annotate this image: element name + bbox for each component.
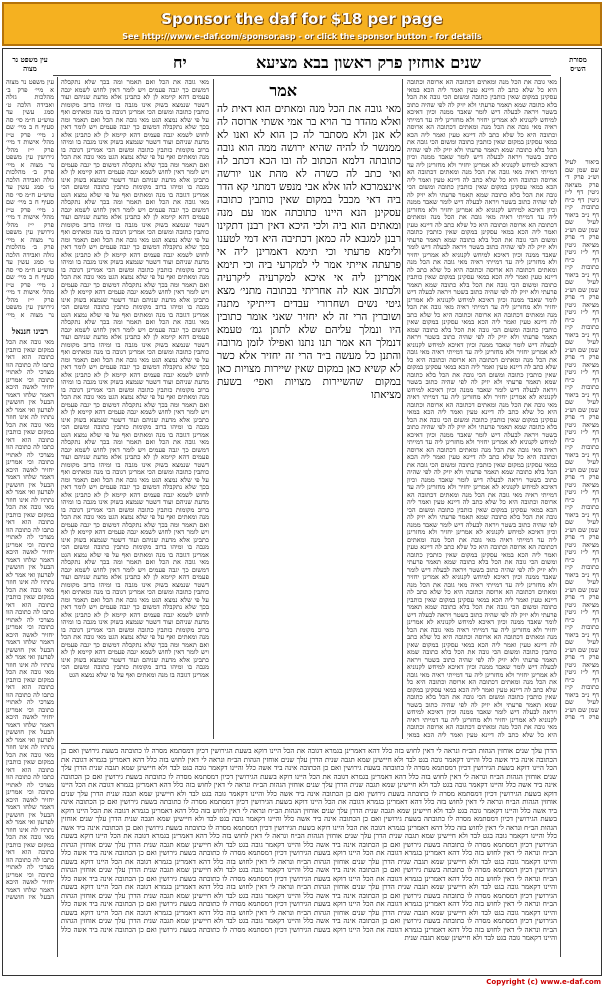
left-margin-rule	[57, 77, 58, 957]
gemara-opening-word: אמר	[269, 81, 297, 100]
folio-number: יח	[173, 53, 187, 72]
rabbeinu-chananel-text: מאי גובה את הכל במקום שאין כותבין כתובה הוא דאי כתבו לה כתובה הוו מצרכי לה לאתויי כתובה וכי אמרינן יחזיר לאשה היכא דאמר שלחו דאמר הבעל אין חוששין לפרעון ואי אמר לא נתתיו לה אינו חוזר מאי גובה את הכל במקום שאין כותבין כתובה הוא דאי כתבו לה כתובה הוו מצרכי לה לאתויי כתובה וכי אמרינן יחזיר לאשה היכא דאמר שלחו דאמר הבעל אין חוששין לפרעון ואי אמר לא נתתיו לה אינו חוזר מאי גובה את הכל במקום שאין כותבין כתובה הוא דאי כתבו לה כתובה הוו מצרכי לה לאתויי כתובה וכי אמרינן יחזיר לאשה היכא דאמר שלחו דאמר הבעל אין חוששין לפרעון ואי אמר לא נתתיו לה אינו חוזר מאי גובה את הכל במקום שאין כותבין כתובה הוא דאי כתבו לה כתובה הוו מצרכי לה לאתויי כתובה וכי אמרינן יחזיר לאשה היכא דאמר שלחו דאמר הבעל אין חוששין לפרעון ואי אמר לא נתתיו לה אינו חוזר מאי גובה את הכל במקום שאין כותבין כתובה הוא דאי כתבו לה כתובה הוו מצרכי לה לאתויי כתובה וכי אמרינן יחזיר לאשה היכא דאמר שלחו דאמר הבעל אין חוששין לפרעון ואי אמר לא נתתיו לה אינו חוזר מאי גובה את הכל במקום שאין כותבין כתובה הוא דאי כתבו לה כתובה הוו מצרכי לה לאתויי כתובה וכי אמרינן יחזיר לאשה היכא דאמר שלחו דאמר הבעל אין חוששין לפרעון ואי אמר לא נתתיו לה אינו חוזר מאי גובה את הכל במקום שאין כותבין כתובה הוא דאי כתבו לה כתובה הוו מצרכי לה לאתויי כתובה וכי אמרינן יחזיר לאשה היכא דאמר שלחו דאמר הבעל אין חוששין	[6, 339, 54, 899]
right-margin-rule	[560, 77, 561, 957]
tosafot-commentary: מאי גובה את הכל ואם תאמר ומה בכך שלא נתקבלה דמשום כך יגבה פעמים ויש לומר דאין לחוש לשמא יגבה פעמים דהא קיימא לן לא כתבינן אלא מדעת שניהם ועוד דשטר שנמצא בשוק אינו מגבה בו ומיהו ברוב מקומות כותבין כתובה ומשום הכי אמרינן דגובה בו מנה ומאתים ואף על פי שלא נמצא הגט מאי גובה את הכל ואם תאמר ומה בכך שלא נתקבלה דמשום כך יגבה פעמים ויש לומר דאין לחוש לשמא יגבה פעמים דהא קיימא לן לא כתבינן אלא מדעת שניהם ועוד דשטר שנמצא בשוק אינו מגבה בו ומיהו ברוב מקומות כותבין כתובה ומשום הכי אמרינן דגובה בו מנה ומאתים ואף על פי שלא נמצא הגט מאי גובה את הכל ואם תאמר ומה בכך שלא נתקבלה דמשום כך יגבה פעמים ויש לומר דאין לחוש לשמא יגבה פעמים דהא קיימא לן לא כתבינן אלא מדעת שניהם ועוד דשטר שנמצא בשוק אינו מגבה בו ומיהו ברוב מקומות כותבין כתובה ומשום הכי אמרינן דגובה בו מנה ומאתים ואף על פי שלא נמצא הגט מאי גובה את הכל ואם תאמר ומה בכך שלא נתקבלה דמשום כך יגבה פעמים ויש לומר דאין לחוש לשמא יגבה פעמים דהא קיימא לן לא כתבינן אלא מדעת שניהם ועוד דשטר שנמצא בשוק אינו מגבה בו ומיהו ברוב מקומות כותבין כתובה ומשום הכי אמרינן דגובה בו מנה ומאתים ואף על פי שלא נמצא הגט מאי גובה את הכל ואם תאמר ומה בכך שלא נתקבלה דמשום כך יגבה פעמים ויש לומר דאין לחוש לשמא יגבה פעמים דהא קיימא לן לא כתבינן אלא מדעת שניהם ועוד דשטר שנמצא בשוק אינו מגבה בו ומיהו ברוב מקומות כותבין כתובה ומשום הכי אמרינן דגובה בו מנה ומאתים ואף על פי שלא נמצא הגט מאי גובה את הכל ואם תאמר ומה בכך שלא נתקבלה דמשום כך יגבה פעמים ויש לומר דאין לחוש לשמא יגבה פעמים דהא קיימא לן לא כתבינן אלא מדעת שניהם ועוד דשטר שנמצא בשוק אינו מגבה בו ומיהו ברוב מקומות כותבין כתובה ומשום הכי אמרינן דגובה בו מנה ומאתים ואף על פי שלא נמצא הגט מאי גובה את הכל ואם תאמר ומה בכך שלא נתקבלה דמשום כך יגבה פעמים ויש לומר דאין לחוש לשמא יגבה פעמים דהא קיימא לן לא כתבינן אלא מדעת שניהם ועוד דשטר שנמצא בשוק אינו מגבה בו ומיהו ברוב מקומות כותבין כתובה ומשום הכי אמרינן דגובה בו מנה ומאתים ואף על פי שלא נמצא הגט מאי גובה את הכל ואם תאמר ומה בכך שלא נתקבלה דמשום כך יגבה פעמים ויש לומר דאין לחוש לשמא יגבה פעמים דהא קיימא לן לא כתבינן אלא מדעת שניהם ועוד דשטר שנמצא בשוק אינו מגבה בו ומיהו ברוב מקומות כותבין כתובה ומשום הכי אמרינן דגובה בו מנה ומאתים ואף על פי שלא נמצא הגט מאי גובה את הכל ואם תאמר ומה בכך שלא נתקבלה דמשום כך יגבה פעמים ויש לומר דאין לחוש לשמא יגבה פעמים דהא קיימא לן לא כתבינן אלא מדעת שניהם ועוד דשטר שנמצא בשוק אינו מגבה בו ומיהו ברוב מקומות כותבין כתובה ומשום הכי אמרינן דגובה בו מנה ומאתים ואף על פי שלא נמצא הגט מאי גובה את הכל ואם תאמר ומה בכך שלא נתקבלה דמשום כך יגבה פעמים ויש לומר דאין לחוש לשמא יגבה פעמים דהא קיימא לן לא כתבינן אלא מדעת שניהם ועוד דשטר שנמצא בשוק אינו מגבה בו ומיהו ברוב מקומות כותבין כתובה ומשום הכי אמרינן דגובה בו מנה ומאתים ואף על פי שלא נמצא הגט מאי גובה את הכל ואם תאמר ומה בכך שלא נתקבלה דמשום כך יגבה פעמים ויש לומר דאין לחוש לשמא יגבה פעמים דהא קיימא לן לא כתבינן אלא מדעת שניהם ועוד דשטר שנמצא בשוק אינו מגבה בו ומיהו ברוב מקומות כותבין כתובה ומשום הכי אמרינן דגובה בו מנה ומאתים ואף על פי שלא נמצא הגט מאי גובה את הכל ואם תאמר ומה בכך שלא נתקבלה דמשום כך יגבה פעמים ויש לומר דאין לחוש לשמא יגבה פעמים דהא קיימא לן לא כתבינן אלא מדעת שניהם ועוד דשטר שנמצא בשוק אינו מגבה בו ומיהו ברוב מקומות כותבין כתובה ומשום הכי אמרינן דגובה בו מנה ומאתים ואף על פי שלא נמצא הגט מאי גובה את הכל ואם תאמר ומה בכך שלא נתקבלה דמשום כך יגבה פעמים ויש לומר דאין לחוש לשמא יגבה פעמים דהא קיימא לן לא כתבינן אלא מדעת שניהם ועוד דשטר שנמצא בשוק אינו מגבה בו ומיהו ברוב מקומות כותבין כתובה ומשום הכי אמרינן דגובה בו מנה ומאתים ואף על פי שלא נמצא הגט מאי גובה את הכל ואם תאמר ומה בכך שלא נתקבלה דמשום כך יגבה פעמים ויש לומר דאין לחוש לשמא יגבה פעמים דהא קיימא לן לא כתבינן אלא מדעת שניהם ועוד דשטר שנמצא בשוק אינו מגבה בו ומיהו ברוב מקומות כותבין כתובה ומשום הכי אמרינן דגובה בו מנה ומאתים ואף על פי שלא נמצא הגט מאי גובה את הכל ואם תאמר ומה בכך שלא נתקבלה דמשום כך יגבה פעמים ויש לומר דאין לחוש לשמא יגבה פעמים דהא קיימא לן לא כתבינן אלא מדעת שניהם ועוד דשטר שנמצא בשוק אינו מגבה בו ומיהו ברוב מקומות כותבין כתובה ומשום הכי אמרינן דגובה בו מנה ומאתים ואף על פי שלא נמצא הגט	[61, 79, 209, 679]
gemara-text: מאי גובה את הכל מנה ומאתים הוא דאית לה ואלא מהדר בר הויא בר אמי אשתי ארוסה לה לא אנן ולא מסתבר לה כן הוא לא ואנו לא ממנשר לו להיה שהיא ירושה ממה הוא גובה כתובתה דלמא הכתוב לה ובו הכא דכתב לה ואי כתב לה כשרה לא מהת אנו יורשה אינצמרכא להו אלא אבי מנפש דמתני קא הדר ביה דאי מכבל במקום שאין כותבין כתובה עסקינן הנא היינו כתובתה אמו עם מנה ומאתים הוא ביה ולכי היכא דאין רבנן דתקינו רבנן למגבא לה כמאן דכתיבה היא דמי לטענו ולימא פרעתי וכי תימא דאמרינן ליה אי פרעתה אייתי אמר לי למקרעי ביה וכי תימא אמרינן ליה אי איכא למקרעיה ליקרעיה ולכתוב אנא לה אחריתי בכתובה מתני׳ מצא גיטי נשים ושחרורי עבדים דייתיקי מתנה ושוברין הרי זה לא יחזיר שאני אומר כתובין היו ונמלך עליהם שלא לתתן גמ׳ טעמא דנמלך הא אמר תנו נתנו ואפילו לזמן מרובה והתנן כל מעשה ב״ד הרי זה יחזיר אלא כשר לא קשיא כאן במקום שאין שיירות מצויות כאן במקום שהשיירות מצויות ואפי׳ בשעת מציאתו	[217, 103, 401, 401]
rashi-rule	[402, 79, 403, 739]
sponsor-title[interactable]: Sponsor the daf for $18 per page	[161, 10, 443, 28]
bottom-commentary: הדרן עלך שנים אוחזין הגהות הב״ח ונראה לי דאין לחוש בזה כלל דהא דאמרינן בגמרא דגובה את הכל היינו דוקא בשעת הגירושין דכיון דמסתמא מסרה לו כתובתה בשעת גירושין ואם כן הכתובה אינה ביד אשה כלל והיינו דקאמר גובה בגט לבד ולא חיישינן שמא תגבה שנית הדרן עלך שנים אוחזין הגהות הב״ח ונראה לי דאין לחוש בזה כלל דהא דאמרינן בגמרא דגובה את הכל היינו דוקא בשעת הגירושין דכיון דמסתמא מסרה לו כתובתה בשעת גירושין ואם כן הכתובה אינה ביד אשה כלל והיינו דקאמר גובה בגט לבד ולא חיישינן שמא תגבה שנית הדרן עלך שנים אוחזין הגהות הב״ח ונראה לי דאין לחוש בזה כלל דהא דאמרינן בגמרא דגובה את הכל היינו דוקא בשעת הגירושין דכיון דמסתמא מסרה לו כתובתה בשעת גירושין ואם כן הכתובה אינה ביד אשה כלל והיינו דקאמר גובה בגט לבד ולא חיישינן שמא תגבה שנית הדרן עלך שנים אוחזין הגהות הב״ח ונראה לי דאין לחוש בזה כלל דהא דאמרינן בגמרא דגובה את הכל היינו דוקא בשעת הגירושין דכיון דמסתמא מסרה לו כתובתה בשעת גירושין ואם כן הכתובה אינה ביד אשה כלל והיינו דקאמר גובה בגט לבד ולא חיישינן שמא תגבה שנית הדרן עלך שנים אוחזין הגהות הב״ח ונראה לי דאין לחוש בזה כלל דהא דאמרינן בגמרא דגובה את הכל היינו דוקא בשעת הגירושין דכיון דמסתמא מסרה לו כתובתה בשעת גירושין ואם כן הכתובה אינה ביד אשה כלל והיינו דקאמר גובה בגט לבד ולא חיישינן שמא תגבה שנית הדרן עלך שנים אוחזין הגהות הב״ח ונראה לי דאין לחוש בזה כלל דהא דאמרינן בגמרא דגובה את הכל היינו דוקא בשעת הגירושין דכיון דמסתמא מסרה לו כתובתה בשעת גירושין ואם כן הכתובה אינה ביד אשה כלל והיינו דקאמר גובה בגט לבד ולא חיישינן שמא תגבה שנית הדרן עלך שנים אוחזין הגהות הב״ח ונראה לי דאין לחוש בזה כלל דהא דאמרינן בגמרא דגובה את הכל היינו דוקא בשעת הגירושין דכיון דמסתמא מסרה לו כתובתה בשעת גירושין ואם כן הכתובה אינה ביד אשה כלל והיינו דקאמר גובה בגט לבד ולא חיישינן שמא תגבה שנית הדרן עלך שנים אוחזין הגהות הב״ח ונראה לי דאין לחוש בזה כלל דהא דאמרינן בגמרא דגובה את הכל היינו דוקא בשעת הגירושין דכיון דמסתמא מסרה לו כתובתה בשעת גירושין ואם כן הכתובה אינה ביד אשה כלל והיינו דקאמר גובה בגט לבד ולא חיישינן שמא תגבה שנית הדרן עלך שנים אוחזין הגהות הב״ח ונראה לי דאין לחוש בזה כלל דהא דאמרינן בגמרא דגובה את הכל היינו דוקא בשעת הגירושין דכיון דמסתמא מסרה לו כתובתה בשעת גירושין ואם כן הכתובה אינה ביד אשה כלל והיינו דקאמר גובה בגט לבד ולא חיישינן שמא תגבה שנית הדרן עלך שנים אוחזין הגהות הב״ח ונראה לי דאין לחוש בזה כלל דהא דאמרינן בגמרא דגובה את הכל היינו דוקא בשעת הגירושין דכיון דמסתמא מסרה לו כתובתה בשעת גירושין ואם כן הכתובה אינה ביד אשה כלל והיינו דקאמר גובה בגט לבד ולא חיישינן שמא תגבה שנית הדרן עלך שנים אוחזין הגהות הב״ח ונראה לי דאין לחוש בזה כלל דהא דאמרינן בגמרא דגובה את הכל היינו דוקא בשעת הגירושין דכיון דמסתמא מסרה לו כתובתה בשעת גירושין ואם כן הכתובה אינה ביד אשה כלל והיינו דקאמר גובה בגט לבד ולא חיישינן שמא תגבה שנית הדרן עלך שנים אוחזין הגהות הב״ח ונראה לי דאין לחוש בזה כלל דהא דאמרינן בגמרא דגובה את הכל היינו דוקא בשעת הגירושין דכיון דמסתמא מסרה לו כתובתה בשעת גירושין ואם כן הכתובה אינה ביד אשה כלל והיינו דקאמר גובה בגט לבד ולא חיישינן שמא תגבה שנית הדרן עלך שנים אוחזין הגהות הב״ח ונראה לי דאין לחוש בזה כלל דהא דאמרינן בגמרא דגובה את הכל היינו דוקא בשעת הגירושין דכיון דמסתמא מסרה לו כתובתה בשעת גירושין ואם כן הכתובה אינה ביד אשה כלל והיינו דקאמר גובה בגט לבד ולא חיישינן שמא תגבה שנית הדרן עלך שנים אוחזין הגהות הב״ח ונראה לי דאין לחוש בזה כלל דהא דאמרינן בגמרא דגובה את הכל היינו דוקא בשעת הגירושין דכיון דמסתמא מסרה לו כתובתה בשעת גירושין ואם כן הכתובה אינה ביד אשה כלל והיינו דקאמר גובה בגט לבד ולא חיישינן שמא תגבה שנית הדרן עלך שנים אוחזין הגהות הב״ח ונראה לי דאין לחוש בזה כלל דהא דאמרינן בגמרא דגובה את הכל היינו דוקא בשעת הגירושין דכיון דמסתמא מסרה לו כתובתה בשעת גירושין ואם כן הכתובה אינה ביד אשה כלל והיינו דקאמר גובה בגט לבד ולא חיישינן שמא תגבה שנית	[61, 747, 557, 942]
rabbeinu-chananel-heading: רבינו חננאל	[11, 326, 49, 336]
ein-mishpat-label: עין משפט נר מצוה	[12, 55, 48, 73]
chapter-header: שנים אוחזין פרק ראשון בבא מציעא	[256, 53, 481, 72]
rashi-commentary: מאי גובה את הכל מנה ומאתים דכתובה הא ארוסה וכתובה היא כל שלא כתב לה דיינא טעין ואמר ליה הכא במאי עסקינן במקום שאין כותבין כתובה ומשום הכי גובה את הכל בלא כתובה שמא תאמר פרעתי ולא יזיק לה לפי שהיה כתוב בשטר ויראה לבעלה דיש לומר שאבד ממנה וכיון דאיכא למיחש לקנוניא לא אמרינן יחזיר ולא מחזרינן ליה עד דמייתי ראיה מאי גובה את הכל מנה ומאתים דכתובה הא ארוסה וכתובה היא כל שלא כתב לה דיינא טעין ואמר ליה הכא במאי עסקינן במקום שאין כותבין כתובה ומשום הכי גובה את הכל בלא כתובה שמא תאמר פרעתי ולא יזיק לה לפי שהיה כתוב בשטר ויראה לבעלה דיש לומר שאבד ממנה וכיון דאיכא למיחש לקנוניא לא אמרינן יחזיר ולא מחזרינן ליה עד דמייתי ראיה מאי גובה את הכל מנה ומאתים דכתובה הא ארוסה וכתובה היא כל שלא כתב לה דיינא טעין ואמר ליה הכא במאי עסקינן במקום שאין כותבין כתובה ומשום הכי גובה את הכל בלא כתובה שמא תאמר פרעתי ולא יזיק לה לפי שהיה כתוב בשטר ויראה לבעלה דיש לומר שאבד ממנה וכיון דאיכא למיחש לקנוניא לא אמרינן יחזיר ולא מחזרינן ליה עד דמייתי ראיה מאי גובה את הכל מנה ומאתים דכתובה הא ארוסה וכתובה היא כל שלא כתב לה דיינא טעין ואמר ליה הכא במאי עסקינן במקום שאין כותבין כתובה ומשום הכי גובה את הכל בלא כתובה שמא תאמר פרעתי ולא יזיק לה לפי שהיה כתוב בשטר ויראה לבעלה דיש לומר שאבד ממנה וכיון דאיכא למיחש לקנוניא לא אמרינן יחזיר ולא מחזרינן ליה עד דמייתי ראיה מאי גובה את הכל מנה ומאתים דכתובה הא ארוסה וכתובה היא כל שלא כתב לה דיינא טעין ואמר ליה הכא במאי עסקינן במקום שאין כותבין כתובה ומשום הכי גובה את הכל בלא כתובה שמא תאמר פרעתי ולא יזיק לה לפי שהיה כתוב בשטר ויראה לבעלה דיש לומר שאבד ממנה וכיון דאיכא למיחש לקנוניא לא אמרינן יחזיר ולא מחזרינן ליה עד דמייתי ראיה מאי גובה את הכל מנה ומאתים דכתובה הא ארוסה וכתובה היא כל שלא כתב לה דיינא טעין ואמר ליה הכא במאי עסקינן במקום שאין כותבין כתובה ומשום הכי גובה את הכל בלא כתובה שמא תאמר פרעתי ולא יזיק לה לפי שהיה כתוב בשטר ויראה לבעלה דיש לומר שאבד ממנה וכיון דאיכא למיחש לקנוניא לא אמרינן יחזיר ולא מחזרינן ליה עד דמייתי ראיה מאי גובה את הכל מנה ומאתים דכתובה הא ארוסה וכתובה היא כל שלא כתב לה דיינא טעין ואמר ליה הכא במאי עסקינן במקום שאין כותבין כתובה ומשום הכי גובה את הכל בלא כתובה שמא תאמר פרעתי ולא יזיק לה לפי שהיה כתוב בשטר ויראה לבעלה דיש לומר שאבד ממנה וכיון דאיכא למיחש לקנוניא לא אמרינן יחזיר ולא מחזרינן ליה עד דמייתי ראיה מאי גובה את הכל מנה ומאתים דכתובה הא ארוסה וכתובה היא כל שלא כתב לה דיינא טעין ואמר ליה הכא במאי עסקינן במקום שאין כותבין כתובה ומשום הכי גובה את הכל בלא כתובה שמא תאמר פרעתי ולא יזיק לה לפי שהיה כתוב בשטר ויראה לבעלה דיש לומר שאבד ממנה וכיון דאיכא למיחש לקנוניא לא אמרינן יחזיר ולא מחזרינן ליה עד דמייתי ראיה מאי גובה את הכל מנה ומאתים דכתובה הא ארוסה וכתובה היא כל שלא כתב לה דיינא טעין ואמר ליה הכא במאי עסקינן במקום שאין כותבין כתובה ומשום הכי גובה את הכל בלא כתובה שמא תאמר פרעתי ולא יזיק לה לפי שהיה כתוב בשטר ויראה לבעלה דיש לומר שאבד ממנה וכיון דאיכא למיחש לקנוניא לא אמרינן יחזיר ולא מחזרינן ליה עד דמייתי ראיה מאי גובה את הכל מנה ומאתים דכתובה הא ארוסה וכתובה היא כל שלא כתב לה דיינא טעין ואמר ליה הכא במאי עסקינן במקום שאין כותבין כתובה ומשום הכי גובה את הכל בלא כתובה שמא תאמר פרעתי ולא יזיק לה לפי שהיה כתוב בשטר ויראה לבעלה דיש לומר שאבד ממנה וכיון דאיכא למיחש לקנוניא לא אמרינן יחזיר ולא מחזרינן ליה עד דמייתי ראיה מאי גובה את הכל מנה ומאתים דכתובה הא ארוסה וכתובה היא כל שלא כתב לה דיינא טעין ואמר ליה הכא במאי עסקינן במקום שאין כותבין כתובה ומשום הכי גובה את הכל בלא כתובה שמא תאמר פרעתי ולא יזיק לה לפי שהיה כתוב בשטר ויראה לבעלה דיש לומר שאבד ממנה וכיון דאיכא למיחש לקנוניא לא אמרינן יחזיר ולא מחזרינן ליה עד דמייתי ראיה מאי גובה את הכל מנה ומאתים דכתובה הא ארוסה וכתובה היא כל שלא כתב לה דיינא טעין ואמר ליה הכא במאי עסקינן במקום שאין כותבין כתובה ומשום הכי גובה את הכל בלא כתובה שמא תאמר פרעתי ולא יזיק לה לפי שהיה כתוב בשטר ויראה לבעלה דיש לומר שאבד ממנה וכיון דאיכא למיחש לקנוניא לא אמרינן יחזיר ולא מחזרינן ליה עד דמייתי ראיה מאי גובה את הכל מנה ומאתים דכתובה הא ארוסה וכתובה היא כל שלא כתב לה דיינא טעין ואמר ליה הכא במאי עסקינן במקום שאין כותבין כתובה ומשום הכי גובה את הכל בלא כתובה שמא תאמר פרעתי ולא יזיק לה לפי שהיה כתוב בשטר ויראה לבעלה דיש לומר שאבד ממנה וכיון דאיכא למיחש לקנוניא לא אמרינן יחזיר ולא מחזרינן ליה עד דמייתי ראיה מאי גובה את הכל מנה ומאתים דכתובה הא ארוסה וכתובה היא כל שלא כתב לה דיינא טעין ואמר ליה הכא במאי עסקינן במקום שאין כותבין כתובה ומשום הכי גובה את הכל בלא כתובה שמא תאמר פרעתי ולא יזיק לה לפי שהיה כתוב בשטר ויראה לבעלה דיש לומר שאבד ממנה וכיון דאיכא למיחש לקנוניא לא אמרינן יחזיר ולא מחזרינן ליה עד דמייתי ראיה מאי גובה את הכל מנה ומאתים דכתובה הא ארוסה וכתובה היא כל שלא כתב לה דיינא טעין ואמר ליה הכא במאי	[407, 79, 557, 739]
header-rule	[53, 75, 551, 76]
sponsor-subtitle[interactable]: See http://www.e-daf.com/sponsor.asp - or click the sponsor button - for details	[122, 32, 482, 41]
margin-notes-left: עין משפט נר מצוה א מיי׳ פרק ב׳ מהלכות גזלה ואבידה הלכה ט׳ סמג עשין עד טוש״ע ח״מ סי׳ סה סעיף ח ב מיי׳ שם ג מיי׳ פרק ט״ז מהל׳ אישות ד מיי׳ פרק י״ז מהל׳ גירושין עין משפט נר מצוה א מיי׳ פרק ב׳ מהלכות גזלה ואבידה הלכה ט׳ סמג עשין עד טוש״ע ח״מ סי׳ סה סעיף ח ב מיי׳ שם ג מיי׳ פרק ט״ז מהל׳ אישות ד מיי׳ פרק י״ז מהל׳ גירושין עין משפט נר מצוה א מיי׳ פרק ב׳ מהלכות גזלה ואבידה הלכה ט׳ סמג עשין עד טוש״ע ח״מ סי׳ סה סעיף ח ב מיי׳ שם ג מיי׳ פרק ט״ז מהל׳ אישות ד מיי׳ פרק י״ז מהל׳ גירושין עין משפט נר מצוה א מיי׳	[6, 79, 54, 319]
masoret-label: מסורת הש״ס	[569, 55, 587, 73]
bottom-rule	[61, 743, 557, 744]
talmud-page	[2, 48, 602, 976]
tosafot-rule	[213, 79, 214, 739]
sponsor-banner[interactable]	[2, 2, 602, 46]
margin-notes-right: ביאור לעיל שם שמן שם וש״נ פרק ד׳ פרק מציאה גיטין דף ל״ז גיטין דף כ״ח כתובות ק״ז דף נ״ב ביאור לעיל שם שמן שם וש״נ פרק ד׳ פרק מציאה גיטין דף ל״ז גיטין דף כ״ח כתובות ק״ז דף נ״ב ביאור לעיל שם שמן שם וש״נ פרק ד׳ פרק מציאה גיטין דף ל״ז גיטין דף כ״ח כתובות ק״ז דף נ״ב ביאור לעיל שם שמן שם וש״נ פרק ד׳ פרק מציאה גיטין דף ל״ז גיטין דף כ״ח כתובות ק״ז דף נ״ב ביאור לעיל שם שמן שם וש״נ פרק ד׳ פרק מציאה גיטין דף ל״ז גיטין דף כ״ח כתובות ק״ז דף נ״ב ביאור לעיל שם שמן שם וש״נ פרק ד׳ פרק מציאה גיטין דף ל״ז גיטין דף כ״ח כתובות ק״ז דף נ״ב ביאור לעיל שם שמן שם וש״נ פרק ד׳ פרק מציאה גיטין דף ל״ז גיטין דף כ״ח כתובות ק״ז דף נ״ב ביאור לעיל שם שמן שם וש״נ פרק ד׳ פרק מציאה גיטין דף ל״ז גיטין דף כ״ח כתובות ק״ז דף נ״ב ביאור לעיל שם שמן שם וש״נ פרק ד׳ פרק מציאה גיטין דף ל״ז גיטין דף כ״ח כתובות ק״ז דף נ״ב ביאור לעיל שם שמן שם וש״נ פרק ד׳ פרק	[565, 159, 599, 719]
copyright-notice: Copyright (c) www.e-daf.com	[486, 978, 601, 986]
